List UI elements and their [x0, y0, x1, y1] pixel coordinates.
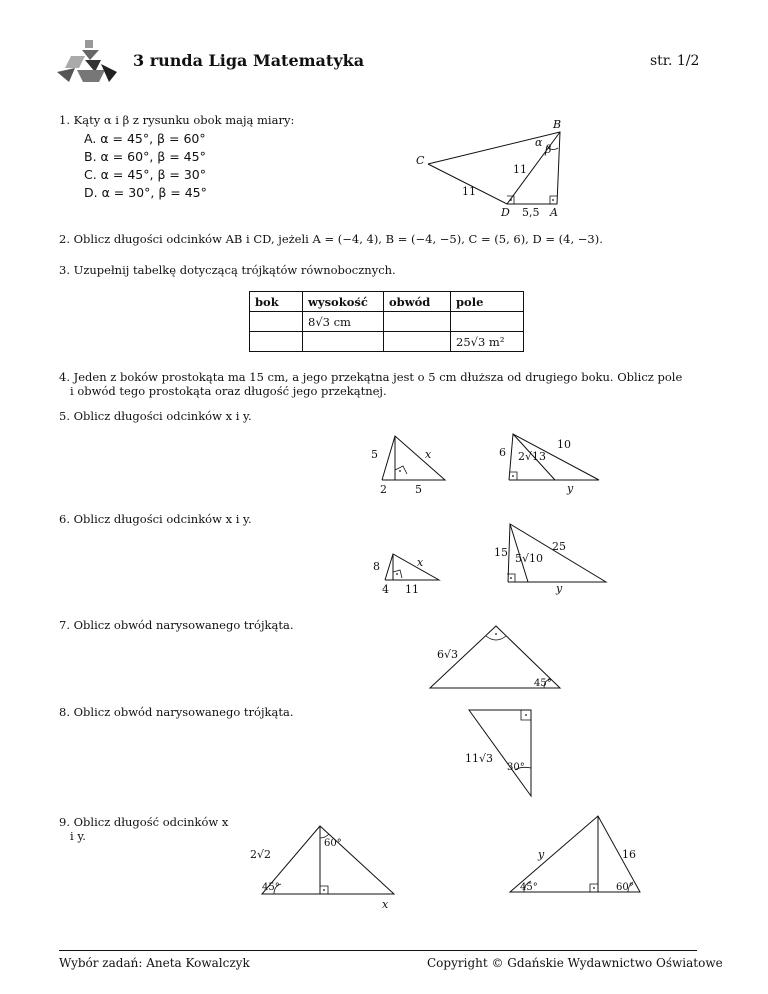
q4-text-line2: i obwód tego prostokąta oraz długość jego przekątnej. — [70, 384, 387, 398]
q5-figure-2 — [495, 430, 610, 496]
q8-figure — [455, 706, 545, 800]
q1-text: 1. Kąty α i β z rysunku obok mają miary: — [59, 113, 295, 127]
q6-f1-hyp: x — [417, 556, 424, 569]
q1-side-cd: 11 — [462, 185, 476, 198]
q1-beta: β — [545, 143, 552, 156]
q1-label-d: D — [501, 206, 510, 219]
q9-f2-right: 16 — [622, 848, 636, 861]
table-cell — [384, 312, 451, 332]
q5-figure-1 — [365, 430, 465, 496]
q9-figure-2 — [500, 810, 650, 900]
q4-text-line1: 4. Jeden z boków prostokąta ma 15 cm, a jego przekątna jest o 5 cm dłuższa od drugiego boku. Oblicz pole — [59, 370, 683, 384]
tangram-logo — [55, 38, 125, 84]
q9-f1-side: 2√2 — [250, 848, 272, 861]
q5-f2-right: 10 — [557, 438, 571, 451]
q6-text: 6. Oblicz długości odcinków x i y. — [59, 512, 252, 526]
col-pole: pole — [451, 292, 524, 312]
q9-f2-left: y — [538, 848, 545, 861]
table-cell — [250, 312, 303, 332]
q6-f1-b2: 11 — [405, 583, 419, 596]
table-cell — [250, 332, 303, 352]
q1-side-da: 5,5 — [522, 206, 540, 219]
q9-f2-right-angle: 60° — [616, 882, 634, 893]
q8-text: 8. Oblicz obwód narysowanego trójkąta. — [59, 705, 294, 719]
header-title: 3 runda Liga Matematyka — [133, 51, 365, 70]
q9-text-line2: i y. — [70, 829, 86, 843]
table-row — [250, 312, 524, 332]
q1-option-a: A. α = 45°, β = 60° — [84, 131, 206, 146]
table-cell — [303, 332, 384, 352]
q6-f2-bottom: y — [556, 582, 563, 595]
q7-side: 6√3 — [437, 648, 459, 661]
footer-copyright: Copyright © Gdańskie Wydawnictwo Oświatowe — [427, 956, 723, 970]
q1-label-b: B — [553, 118, 562, 131]
q6-f1-left: 8 — [373, 560, 380, 573]
table-cell — [451, 312, 524, 332]
q9-f1-bottom: x — [382, 898, 389, 910]
q5-f1-b1: 2 — [380, 483, 387, 496]
q1-option-b: B. α = 60°, β = 45° — [84, 149, 206, 164]
q1-option-d: D. α = 30°, β = 45° — [84, 185, 207, 200]
table-header-row — [250, 292, 524, 312]
table-cell: 25√3 m² — [451, 332, 524, 352]
q5-f1-b2: 5 — [415, 483, 422, 496]
table-cell — [384, 332, 451, 352]
q1-alpha: α — [535, 136, 543, 149]
q6-figure-1 — [365, 548, 455, 596]
q1-side-bd: 11 — [513, 163, 527, 176]
q9-f2-left-angle: 45° — [520, 882, 538, 893]
q1-label-c: C — [416, 154, 425, 167]
q9-text-line1: 9. Oblicz długość odcinków x — [59, 815, 229, 829]
q6-figure-2 — [490, 520, 615, 596]
q1-option-c: C. α = 45°, β = 30° — [84, 167, 206, 182]
q5-f1-hyp: x — [425, 448, 432, 461]
q6-f2-left: 15 — [494, 546, 508, 559]
q2-text: 2. Oblicz długości odcinków AB i CD, jeżeli A = (−4, 4), B = (−4, −5), C = (5, 6), D = (4, −3). — [59, 232, 603, 246]
q5-text: 5. Oblicz długości odcinków x i y. — [59, 409, 252, 423]
q9-f1-top-angle: 60° — [324, 838, 342, 849]
q3-table — [249, 291, 524, 352]
table-row — [250, 332, 524, 352]
q9-f1-left-angle: 45° — [262, 882, 280, 893]
q5-f2-mid: 2√13 — [518, 450, 547, 463]
q1-figure — [410, 112, 580, 222]
q6-f2-mid: 5√10 — [515, 552, 544, 565]
q6-f2-right: 25 — [552, 540, 566, 553]
col-wysokosc: wysokość — [303, 292, 384, 312]
q5-f2-left: 6 — [499, 446, 506, 459]
q8-side: 11√3 — [465, 752, 494, 765]
footer-rule — [59, 950, 697, 951]
q7-angle: 45° — [534, 678, 552, 689]
q7-text: 7. Oblicz obwód narysowanego trójkąta. — [59, 618, 294, 632]
q6-f1-b1: 4 — [382, 583, 389, 596]
q7-figure — [420, 618, 570, 696]
footer-author: Wybór zadań: Aneta Kowalczyk — [59, 956, 250, 970]
table-cell: 8√3 cm — [303, 312, 384, 332]
q8-angle: 30° — [507, 762, 525, 773]
page-number: str. 1/2 — [650, 53, 700, 69]
col-obwod: obwód — [384, 292, 451, 312]
q5-f1-left: 5 — [371, 448, 378, 461]
q3-text: 3. Uzupełnij tabelkę dotyczącą trójkątów równobocznych. — [59, 263, 396, 277]
q9-figure-1 — [248, 820, 408, 910]
col-bok: bok — [250, 292, 303, 312]
q5-f2-bottom: y — [567, 482, 574, 495]
q1-label-a: A — [550, 206, 558, 219]
